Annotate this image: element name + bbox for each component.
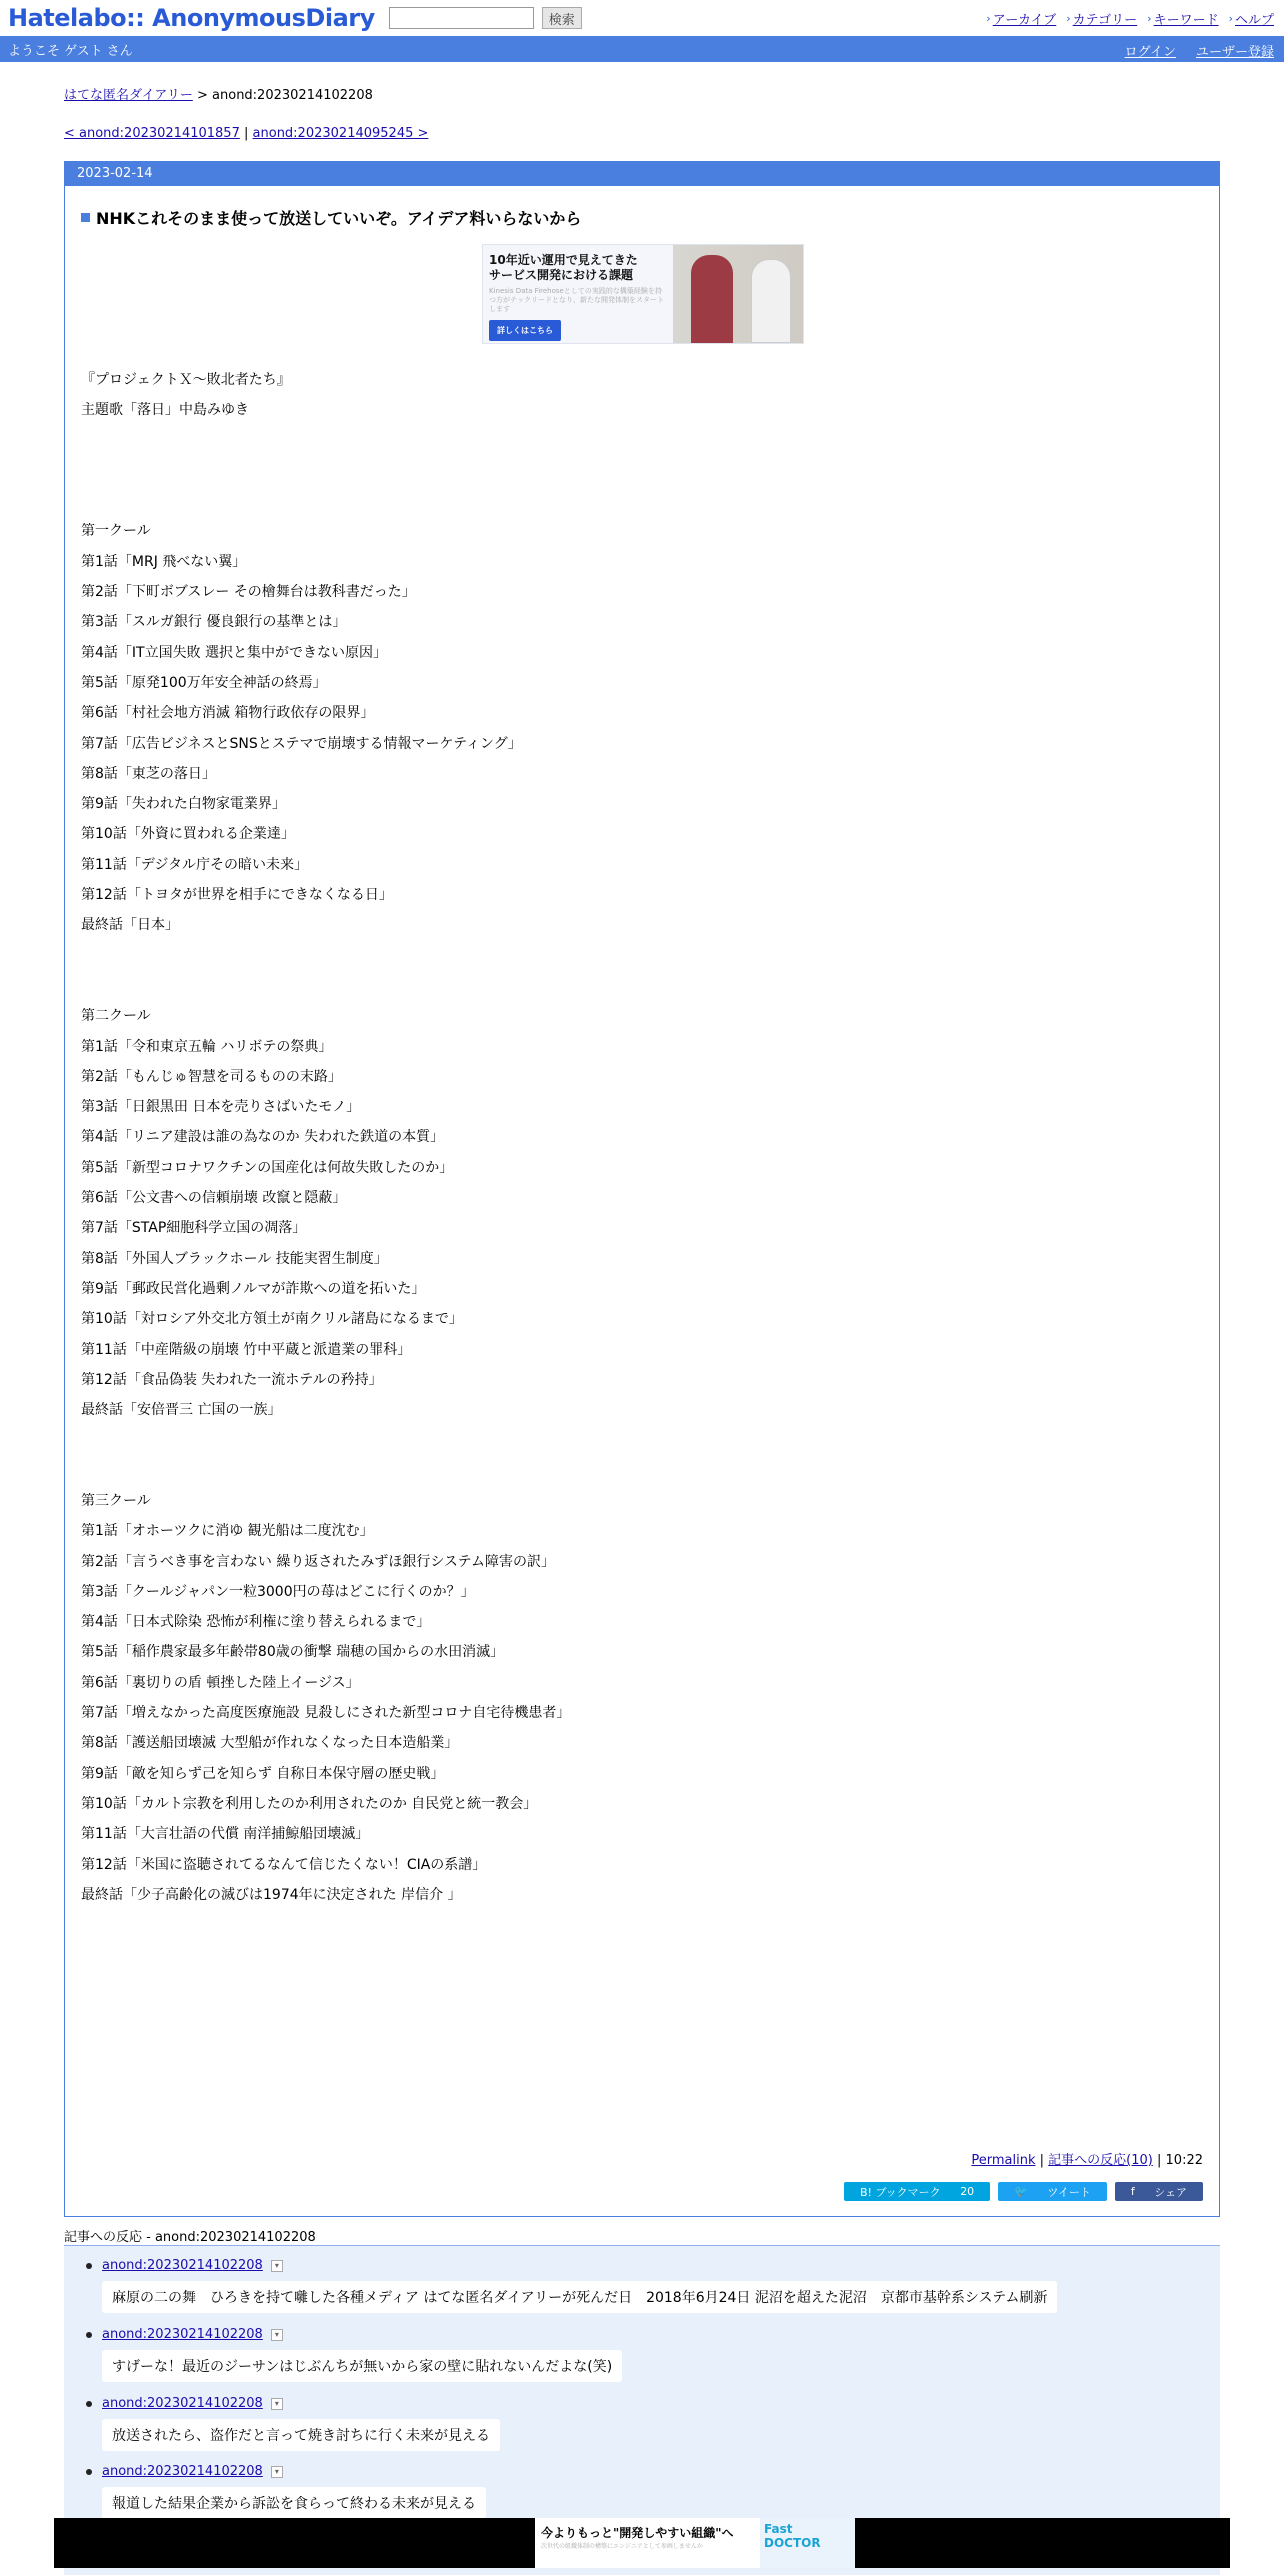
permalink-link[interactable]: Permalink	[971, 2153, 1036, 2168]
reaction-text: 放送されたら、盗作だと言って焼き討ちに行く未来が見える	[102, 2419, 500, 2451]
article-line: 第1話「MRJ 飛べない翼」	[81, 553, 247, 570]
nav-archive[interactable]	[986, 9, 1056, 28]
facebook-label: シェア	[1154, 2185, 1187, 2199]
reaction-item	[86, 2327, 622, 2382]
article-line: 第5話「原発100万年安全神話の終焉」	[81, 674, 327, 691]
reaction-item	[86, 2464, 486, 2519]
post-time: 10:22	[1165, 2153, 1203, 2168]
top-header	[0, 0, 1284, 36]
article-title-row	[81, 206, 581, 229]
article-line: 第8話「護送船団壊滅 大型船が作れなくなった日本造船業」	[81, 1735, 459, 1752]
meta-sep: |	[1039, 2153, 1045, 2168]
article-title[interactable]: NHKこれそのまま使って放送していいぞ。アイデア料いらないから	[96, 209, 582, 228]
article-line: 最終話「日本」	[81, 917, 179, 934]
article-line: 最終話「安倍晋三 亡国の一族」	[81, 1402, 282, 1419]
bottom-ad[interactable]	[535, 2518, 855, 2568]
chevron-right-icon: ›	[1066, 12, 1071, 25]
breadcrumb-home[interactable]: はてな匿名ダイアリー	[64, 88, 193, 103]
meta-sep: |	[1157, 2153, 1162, 2168]
breadcrumb-sep: >	[196, 88, 208, 103]
article-line: 第10話「外資に買われる企業達」	[81, 826, 295, 843]
bottom-ad-title: 今よりもっと"開発しやすい組織"へ	[541, 2526, 734, 2540]
article-line: 第7話「増えなかった高度医療施設 見殺しにされた新型コロナ自宅待機患者」	[81, 1705, 571, 1722]
article-line: 第12話「トヨタが世界を相手にできなくなる日」	[81, 887, 393, 904]
reactions-heading: 記事への反応 - anond:20230214102208	[64, 2230, 316, 2245]
chevron-down-icon[interactable]: ▾	[271, 2398, 283, 2410]
bottom-ad-brand: Fast DOCTOR	[760, 2518, 855, 2568]
article-date: 2023-02-14	[65, 162, 1219, 186]
breadcrumb	[64, 84, 373, 103]
twitter-icon: 🐦	[1014, 2185, 1032, 2198]
reaction-text: 麻原の二の舞 ひろきを持て囃した各種メディア はてな匿名ダイアリーが死んだ日 2018年6月24日 泥沼を超えた泥沼 京都市基幹系システム刷新	[102, 2281, 1057, 2313]
blank-line	[81, 456, 1181, 486]
bullet-icon	[86, 2469, 92, 2475]
ad-headline-1: 10年近い運用で見えてきた	[489, 253, 638, 267]
article-line: 第11話「デジタル庁その暗い未来」	[81, 856, 308, 873]
bottom-ad-body: 次世代の組織体制の構築にエンジニアとして参画しませんか	[541, 2543, 703, 2550]
bullet-icon	[86, 2332, 92, 2338]
article-line: 第9話「郵政民営化過剰ノルマが詐欺への道を拓いた」	[81, 1280, 426, 1297]
article-line: 『プロジェクトＸ～敗北者たち』	[81, 372, 291, 388]
reaction-link[interactable]: anond:20230214102208	[102, 2258, 263, 2273]
article-line: 第3話「クールジャパン一粒3000円の苺はどこに行くのか？」	[81, 1583, 475, 1600]
article-line: 第4話「日本式除染 恐怖が利権に塗り替えられるまで」	[81, 1614, 431, 1631]
prev-entry-link[interactable]: < anond:20230214101857	[64, 126, 240, 141]
article-line: 第7話「広告ビジネスとSNSとステマで崩壊する情報マーケティング」	[81, 735, 522, 752]
article-body	[81, 365, 1181, 1910]
article-line: 第11話「大言壮語の代償 南洋捕鯨船団壊滅」	[81, 1826, 370, 1843]
nav-archive-link[interactable]: アーカイブ	[992, 13, 1057, 28]
hatena-bookmark-label: B! ブックマーク	[860, 2185, 941, 2199]
login-link[interactable]: ログイン	[1124, 45, 1176, 60]
reaction-link[interactable]: anond:20230214102208	[102, 2464, 263, 2479]
ad-cta-button[interactable]: 詳しくはこちら	[489, 320, 561, 341]
tweet-button[interactable]	[998, 2182, 1107, 2201]
article-line: 第1話「オホーツクに消ゆ 観光船は二度沈む」	[81, 1523, 374, 1540]
article-line: 第9話「失われた白物家電業界」	[81, 796, 286, 813]
reaction-link[interactable]: anond:20230214102208	[102, 2396, 263, 2411]
article-line: 第12話「米国に盗聴されてるなんて信じたくない！CIAの系譜」	[81, 1856, 487, 1873]
blank-line	[81, 1456, 1181, 1486]
article-line: 第2話「もんじゅ智慧を司るものの末路」	[81, 1068, 342, 1085]
ad-body: Kinesis Data Firehoseとしての実践的な構築経験を持つ方がテックリードとなり、新たな開発体制をスタートします	[489, 287, 664, 313]
person-figure	[751, 259, 791, 343]
tweet-label: ツイート	[1047, 2185, 1091, 2199]
article-line: 主題歌「落日」中島みゆき	[81, 402, 249, 419]
article-line: 第一クール	[81, 523, 151, 540]
nav-help[interactable]	[1229, 9, 1274, 28]
bullet-icon	[86, 2263, 92, 2269]
blank-line	[81, 486, 1181, 516]
person-figure	[691, 255, 733, 343]
article-meta	[971, 2149, 1203, 2168]
article	[64, 161, 1220, 2217]
chevron-down-icon[interactable]: ▾	[271, 2329, 283, 2341]
reactions-link[interactable]: 記事への反応(10)	[1048, 2153, 1153, 2168]
reaction-text: すげーな！最近のジーサンはじぶんちが無いから家の壁に貼れないんだよな(笑)	[102, 2350, 622, 2382]
chevron-down-icon[interactable]: ▾	[271, 2466, 283, 2478]
square-bullet-icon	[81, 213, 90, 222]
reaction-item	[86, 2396, 500, 2451]
article-line: 第10話「対ロシア外交北方領土が南クリル諸島になるまで」	[81, 1311, 463, 1328]
ad-photo	[673, 245, 803, 343]
article-line: 第6話「公文書への信頼崩壊 改竄と隠蔽」	[81, 1190, 347, 1207]
user-bar	[0, 36, 1284, 62]
share-buttons	[844, 2182, 1203, 2201]
article-line: 第2話「言うべき事を言わない 繰り返されたみずほ銀行システム障害の訳」	[81, 1553, 555, 1570]
prev-next-sep: |	[244, 126, 249, 141]
ad-banner[interactable]	[482, 244, 804, 344]
article-line: 第三クール	[81, 1492, 151, 1509]
article-line: 第11話「中産階級の崩壊 竹中平蔵と派遣業の罪科」	[81, 1341, 412, 1358]
breadcrumb-current: anond:20230214102208	[212, 88, 373, 103]
next-entry-link[interactable]: anond:20230214095245 >	[252, 126, 429, 141]
article-line: 最終話「少子高齢化の滅びは1974年に決定された 岸信介 」	[81, 1886, 462, 1903]
search-input[interactable]	[389, 7, 534, 29]
article-line: 第6話「村社会地方消滅 箱物行政依存の限界」	[81, 705, 375, 722]
article-line: 第12話「食品偽装 失われた一流ホテルの矜持」	[81, 1371, 383, 1388]
article-line: 第4話「IT立国失敗 選択と集中ができない原因」	[81, 644, 388, 661]
reaction-text: 報道した結果企業から訴訟を食らって終わる未来が見える	[102, 2487, 486, 2519]
article-line: 第5話「新型コロナワクチンの国産化は何故失敗したのか」	[81, 1159, 454, 1176]
top-nav	[986, 9, 1274, 28]
article-line: 第5話「稲作農家最多年齢帯80歳の衝撃 瑞穂の国からの水田消滅」	[81, 1644, 505, 1661]
nav-help-link[interactable]: ヘルプ	[1234, 13, 1274, 28]
search-button[interactable]: 検索	[542, 7, 582, 29]
register-link[interactable]: ユーザー登録	[1195, 45, 1274, 60]
article-line: 第8話「外国人ブラックホール 技能実習生制度」	[81, 1250, 388, 1267]
article-line: 第7話「STAP細胞科学立国の凋落」	[81, 1220, 307, 1237]
nav-category-link[interactable]: カテゴリー	[1072, 13, 1138, 28]
nav-keyword-link[interactable]: キーワード	[1153, 13, 1219, 28]
bullet-icon	[86, 2401, 92, 2407]
reaction-item	[86, 2258, 1057, 2313]
article-line: 第8話「東芝の落日」	[81, 765, 216, 782]
blank-line	[81, 971, 1181, 1001]
nav-category[interactable]	[1066, 9, 1137, 28]
article-line: 第10話「カルト宗教を利用したのか利用されたのか 自民党と統一教会」	[81, 1795, 538, 1812]
article-line: 第6話「裏切りの盾 頓挫した陸上イージス」	[81, 1674, 360, 1691]
nav-keyword[interactable]	[1147, 9, 1218, 28]
chevron-right-icon: ›	[1228, 12, 1233, 25]
reaction-link[interactable]: anond:20230214102208	[102, 2327, 263, 2342]
article-line: 第二クール	[81, 1008, 151, 1025]
ad-headline-2: サービス開発における課題	[489, 268, 634, 282]
chevron-right-icon: ›	[1147, 12, 1152, 25]
blank-line	[81, 1425, 1181, 1455]
welcome-text: ようこそ ゲスト さん	[8, 43, 133, 59]
site-logo[interactable]: Hatelabo:: AnonymousDiary	[8, 4, 375, 32]
facebook-icon: f	[1130, 2185, 1139, 2198]
facebook-share-button[interactable]	[1115, 2182, 1203, 2201]
bottom-ad-bar	[54, 2518, 1230, 2568]
article-line: 第3話「スルガ銀行 優良銀行の基準とは」	[81, 614, 347, 631]
chevron-right-icon: ›	[986, 12, 991, 25]
article-line: 第2話「下町ボブスレー その檜舞台は教科書だった」	[81, 584, 416, 601]
hatena-bookmark-count: 20	[960, 2185, 975, 2198]
article-line: 第3話「日銀黒田 日本を売りさばいたモノ」	[81, 1099, 361, 1116]
article-line: 第9話「敵を知らず己を知らず 自称日本保守層の歴史戦」	[81, 1765, 445, 1782]
article-line: 第1話「令和東京五輪 ハリボテの祭典」	[81, 1038, 333, 1055]
blank-line	[81, 426, 1181, 456]
blank-line	[81, 941, 1181, 971]
article-line: 第4話「リニア建設は誰の為なのか 失われた鉄道の本質」	[81, 1129, 445, 1146]
hatena-bookmark-button[interactable]	[844, 2182, 990, 2201]
chevron-down-icon[interactable]: ▾	[271, 2260, 283, 2272]
prev-next-nav	[64, 126, 428, 141]
